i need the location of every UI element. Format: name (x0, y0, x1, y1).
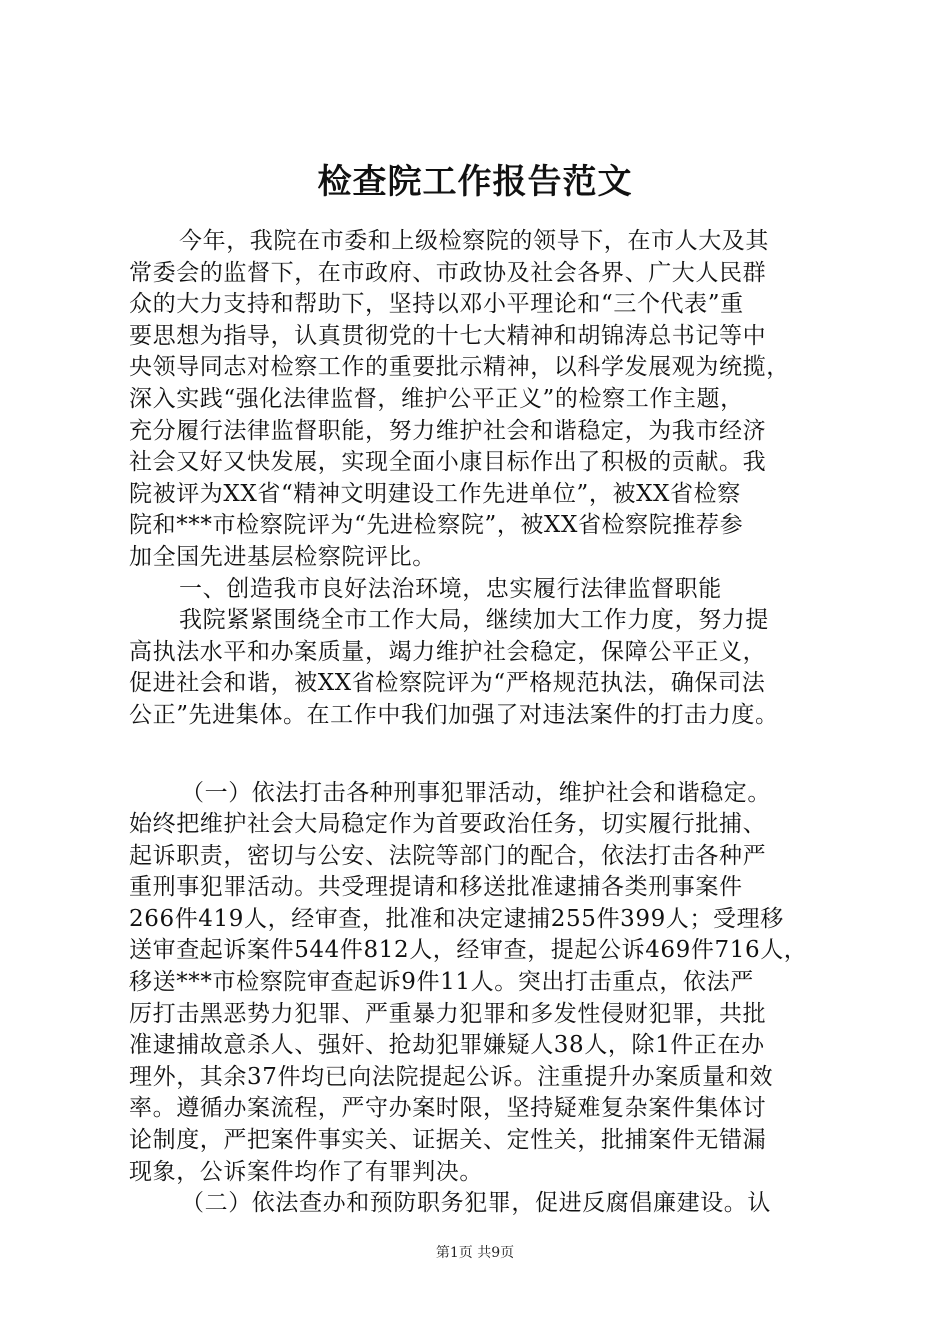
text-line: 常委会的监督下，在市政府、市政协及社会各界、广大人民群 (129, 259, 767, 286)
document-body (129, 226, 844, 1220)
text-line: 理外，其余37件均已向法院提起公诉。注重提升办案质量和效 (129, 1063, 774, 1090)
text-line: 始终把维护社会大局稳定作为首要政治任务，切实履行批捕、 (129, 811, 767, 838)
text-line: 促进社会和谐，被XX省检察院评为“严格规范执法，确保司法 (129, 670, 766, 697)
text-line: 现象，公诉案件均作了有罪判决。 (129, 1158, 483, 1185)
text-line: 论制度，严把案件事实关、证据关、定性关，批捕案件无错漏 (129, 1127, 767, 1154)
text-line: 院被评为XX省“精神文明建设工作先进单位”，被XX省检察 (129, 480, 741, 507)
text-line: 率。遵循办案流程，严守办案时限，坚持疑难复杂案件集体讨 (129, 1095, 767, 1122)
text-line: 社会又好又快发展，实现全面小康目标作出了积极的贡献。我 (129, 449, 767, 476)
text-line: 加全国先进基层检察院评比。 (129, 543, 436, 570)
paragraph-criminal (129, 778, 844, 1189)
document-title: 检查院工作报告范文 (317, 162, 633, 202)
text-line: 移送***市检察院审查起诉9件11人。突出打击重点，依法严 (129, 969, 754, 996)
text-line: 今年，我院在市委和上级检察院的领导下，在市人大及其 (179, 228, 769, 254)
page-number: 第1页 共9页 (435, 1245, 515, 1261)
text-line: 公正”先进集体。在工作中我们加强了对违法案件的打击力度。 (129, 701, 779, 728)
text-line: 央领导同志对检察工作的重要批示精神，以科学发展观为统揽， (129, 354, 790, 381)
text-line: 充分履行法律监督职能，努力维护社会和谐稳定，为我市经济 (129, 417, 767, 444)
paragraph-overview (129, 605, 844, 731)
text-line: 准逮捕故意杀人、强奸、抢劫犯罪嫌疑人38人，除1件正在办 (129, 1032, 765, 1059)
paragraph-corruption (129, 1188, 844, 1220)
text-line: 厉打击黑恶势力犯罪、严重暴力犯罪和多发性侵财犯罪，共批 (129, 1000, 767, 1027)
text-line: 重刑事犯罪活动。共受理提请和移送批准逮捕各类刑事案件 (129, 874, 743, 901)
paragraph-intro (129, 226, 844, 574)
text-line: 我院紧紧围绕全市工作大局，继续加大工作力度，努力提 (179, 607, 769, 634)
text-line: （二）依法查办和预防职务犯罪，促进反腐倡廉建设。认 (181, 1190, 771, 1217)
text-line: 266件419人，经审查，批准和决定逮捕255件399人；受理移 (129, 905, 784, 932)
paragraph-spacer (129, 732, 844, 778)
text-line: 要思想为指导，认真贯彻党的十七大精神和胡锦涛总书记等中 (129, 322, 767, 349)
text-line: 众的大力支持和帮助下，坚持以邓小平理论和“三个代表”重 (129, 291, 744, 318)
text-line: （一）依法打击各种刑事犯罪活动，维护社会和谐稳定。 (181, 779, 771, 806)
text-line: 高执法水平和办案质量，竭力维护社会稳定，保障公平正义， (129, 638, 767, 665)
text-line: 起诉职责，密切与公安、法院等部门的配合，依法打击各种严 (129, 842, 767, 869)
text-line: 院和***市检察院评为“先进检察院”，被XX省检察院推荐参 (129, 512, 744, 539)
text-line: 深入实践“强化法律监督，维护公平正义”的检察工作主题， (129, 385, 744, 412)
section-heading: 一、创造我市良好法治环境，忠实履行法律监督职能 (179, 575, 722, 602)
text-line: 送审查起诉案件544件812人，经审查，提起公诉469件716人， (129, 937, 808, 964)
